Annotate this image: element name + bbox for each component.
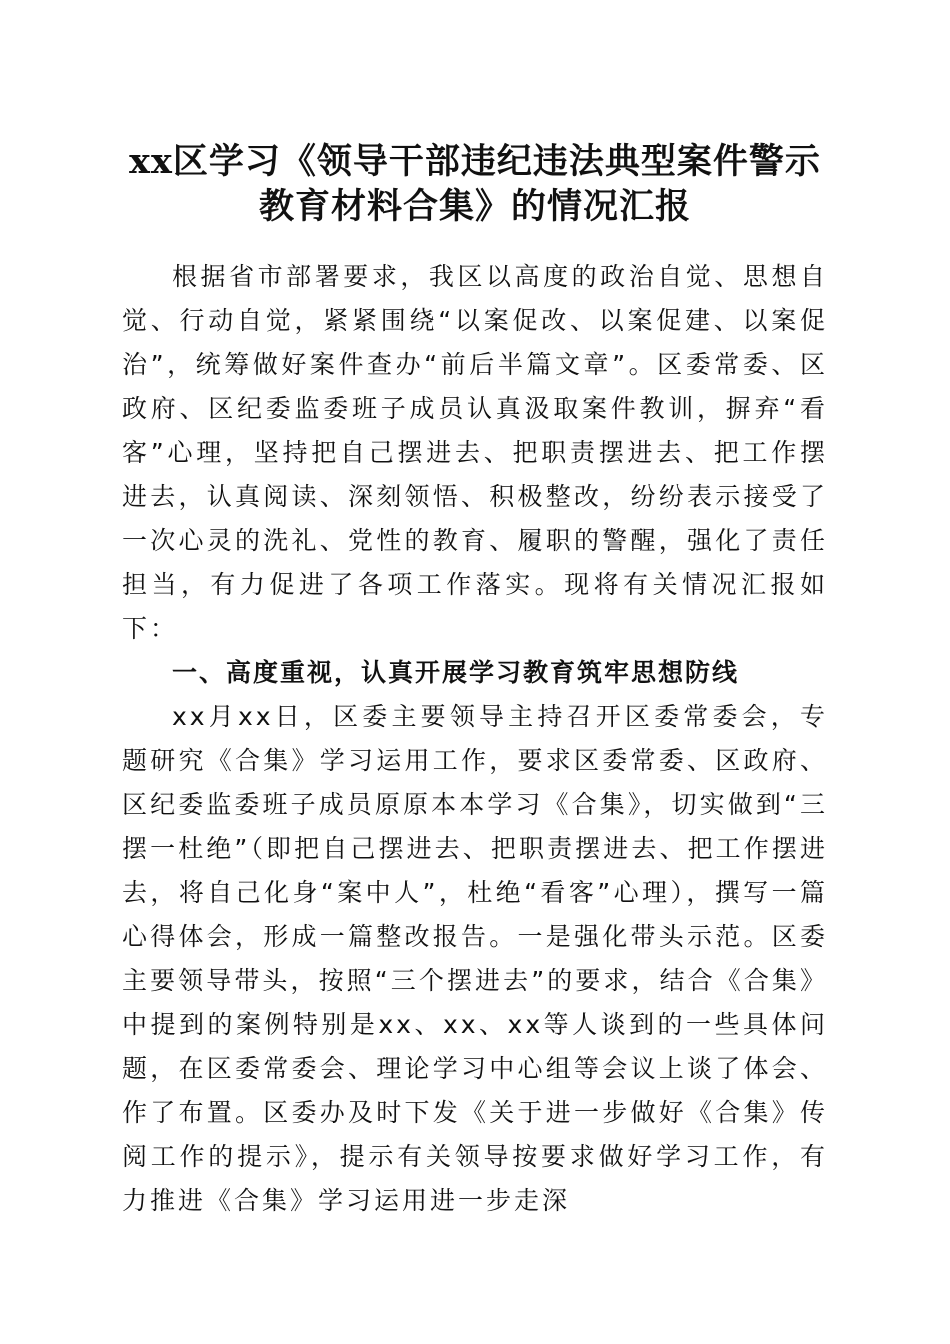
section-1-paragraph: xx月xx日，区委主要领导主持召开区委常委会，专题研究《合集》学习运用工作，要求区委常委、区政府、区纪委监委班子成员原原本本学习《合集》，切实做到“三摆一杜绝”（即把自己摆进去、把职责摆进去、把工作摆进去，将自己化身“案中人”，杜绝“看客”心理），撰写一篇心得体会，形成一篇整改报告。一是强化带头示范。区委主要领导带头，按照“三个摆进去”的要求，结合《合集》中提到的案例特别是xx、xx、xx等人谈到的一些具体问题，在区委常委会、理论学习中心组等会议上谈了体会、作了布置。区委办及时下发《关于进一步做好《合集》传阅工作的提示》，提示有关领导按要求做好学习工作，有力推进《合集》学习运用进一步走深 <box>122 702 828 1215</box>
document-title-line-2: 教育材料合集》的情况汇报 <box>258 186 691 227</box>
section-heading-1: 一、高度重视，认真开展学习教育筑牢思想防线 <box>172 658 740 687</box>
intro-paragraph: 根据省市部署要求，我区以高度的政治自觉、思想自觉、行动自觉，紧紧围绕“以案促改、以案促建、以案促治”，统筹做好案件查办“前后半篇文章”。区委常委、区政府、区纪委监委班子成员认真汲取案件教训，摒弃“看客”心理，坚持把自己摆进去、把职责摆进去、把工作摆进去，认真阅读、深刻领悟、积极整改，纷纷表示接受了一次心灵的洗礼、党性的教育、履职的警醒，强化了责任担当，有力促进了各项工作落实。现将有关情况汇报如下： <box>122 262 828 643</box>
document-body <box>122 255 828 1223</box>
document-title-line-1: xx区学习《领导干部违纪违法典型案件警示 <box>129 141 821 182</box>
